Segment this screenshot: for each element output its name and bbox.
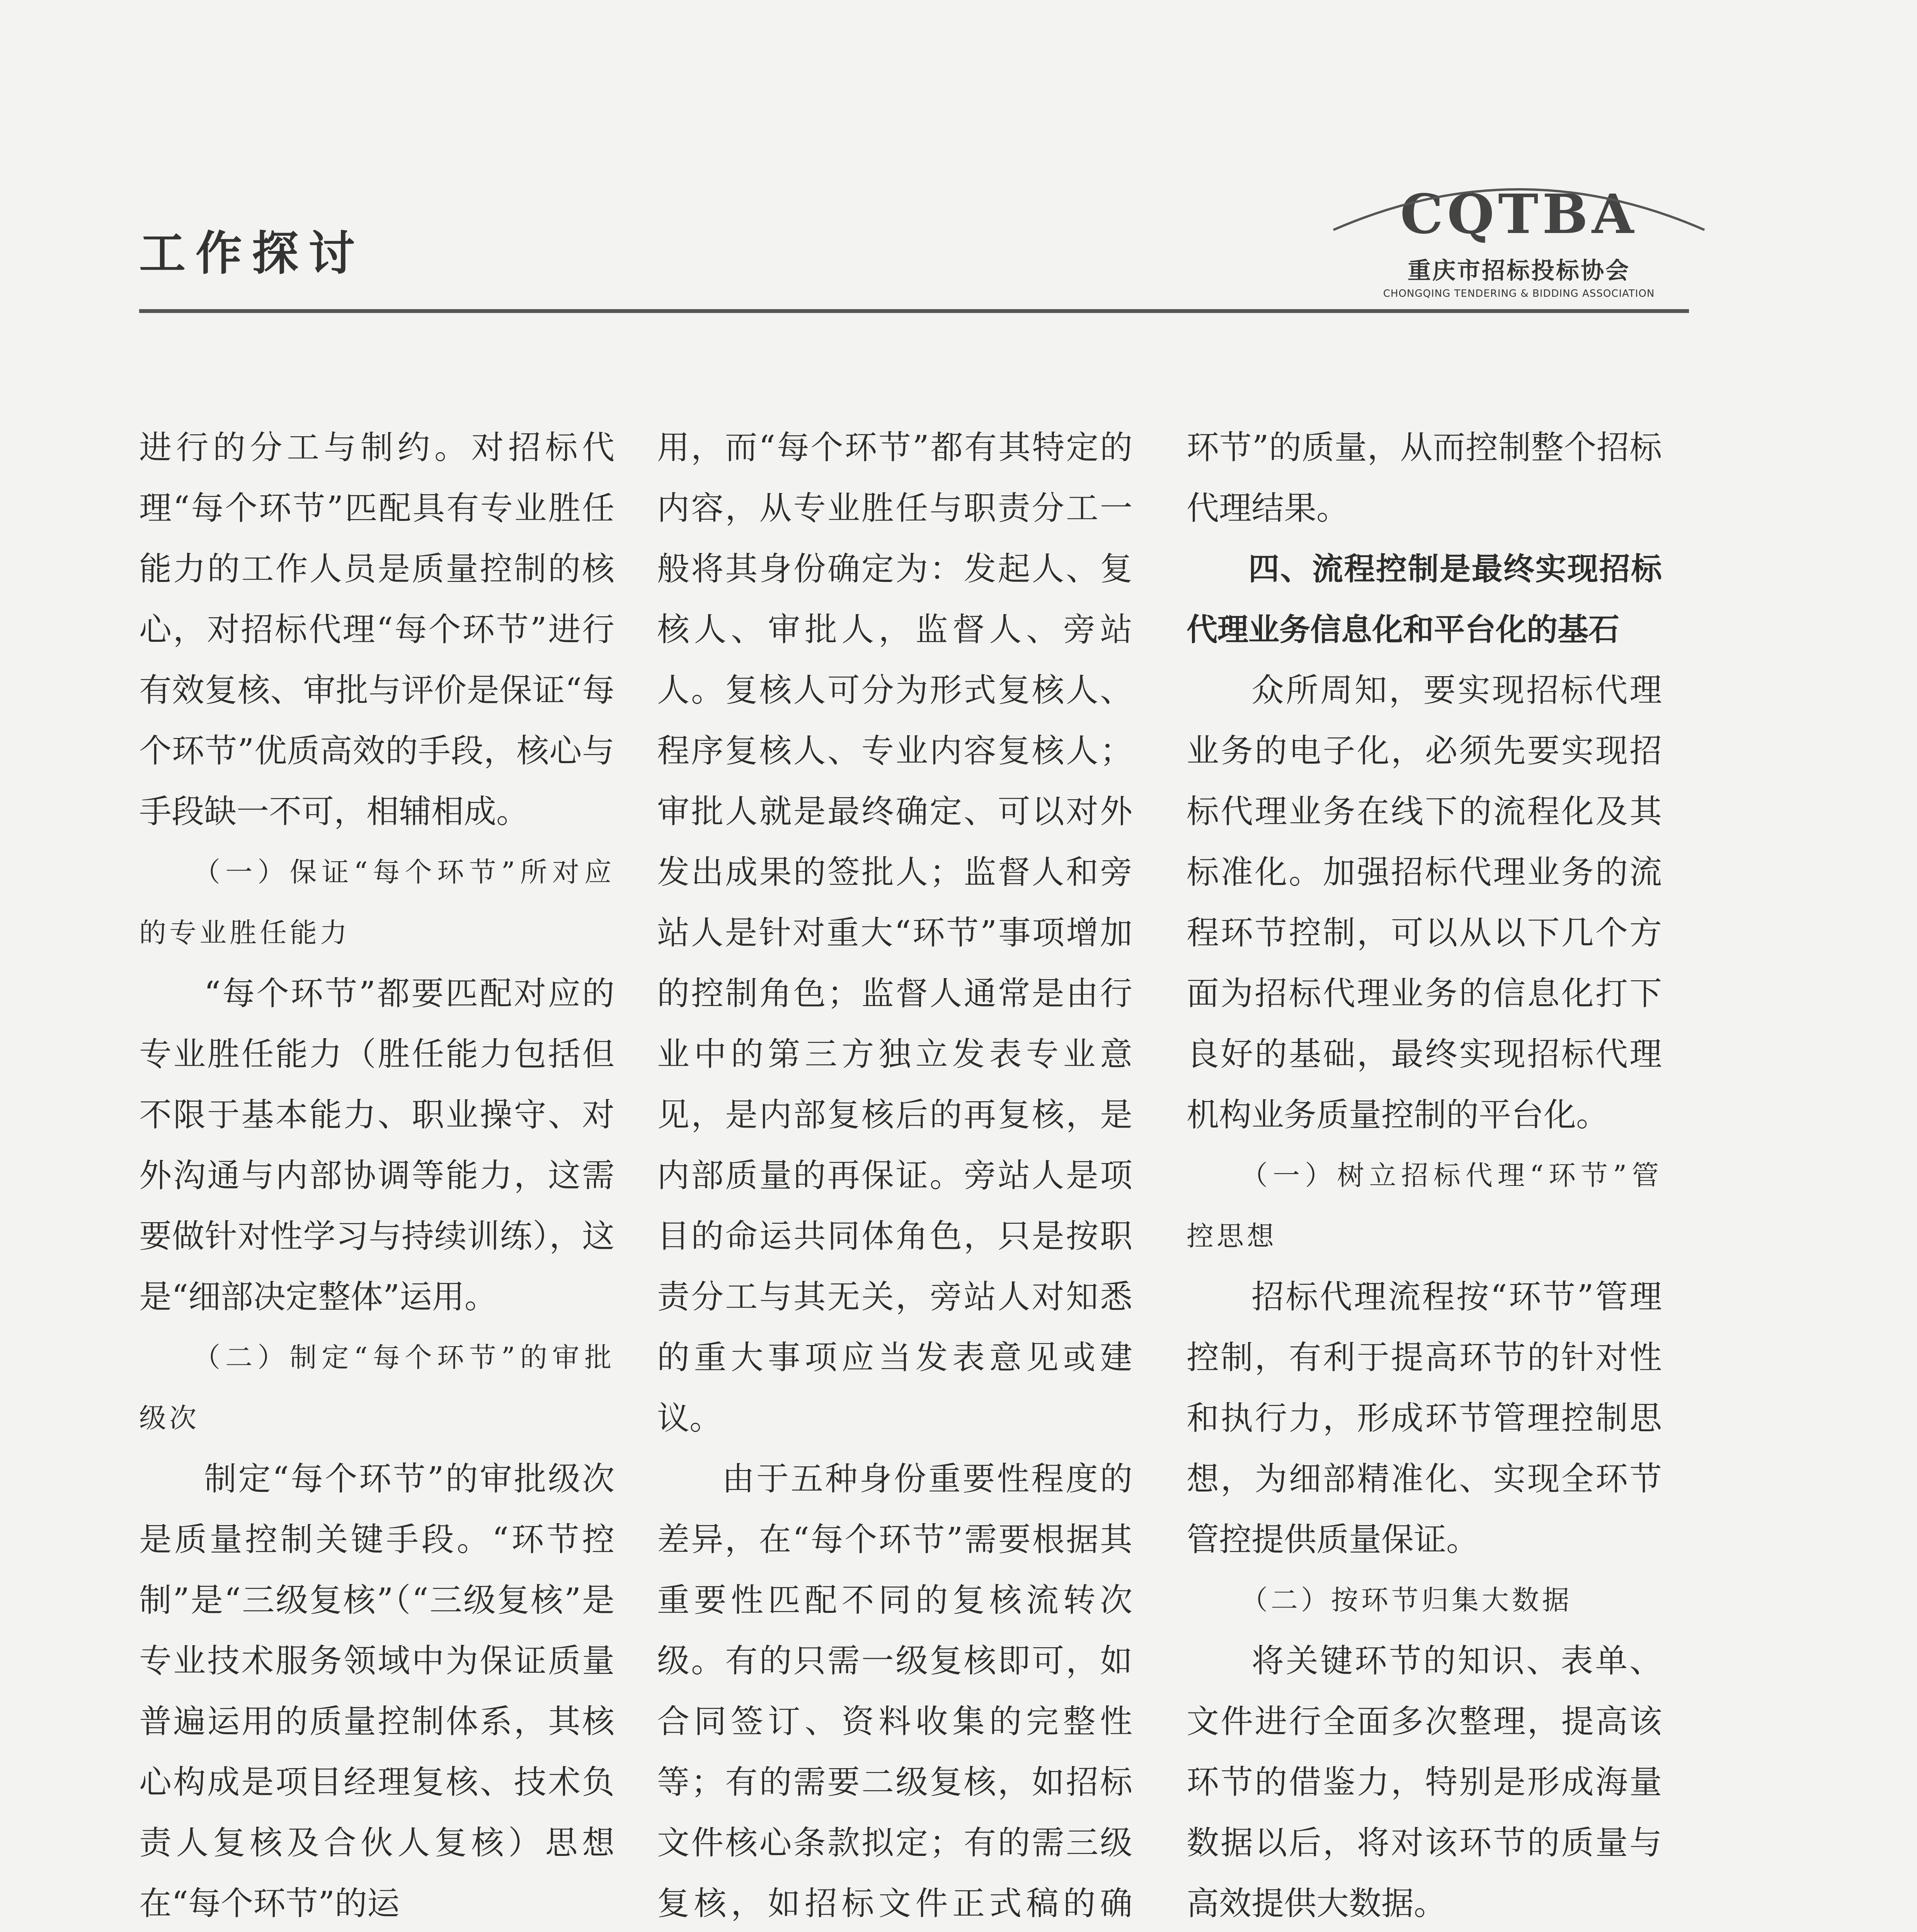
association-logo [1364, 183, 1674, 299]
paragraph: 环节”的质量，从而控制整个招标代理结果。 [1187, 429, 1662, 527]
section-title: 工作探讨 [139, 227, 365, 281]
subheading: （二）制定“每个环节”的审批级次 [139, 1342, 615, 1434]
column-2 [657, 417, 1132, 1932]
paragraph: 将关键环节的知识、表单、文件进行全面多次整理，提高该环节的借鉴力，特别是形成海量数据以后，将对该环节的质量与高效提供大数据。 [1187, 1642, 1662, 1922]
paragraph [846, 1924, 1132, 1932]
paragraph: “每个环节”都要匹配对应的专业胜任能力（胜任能力包括但不限于基本能力、职业操守、对外沟通与内部协调等能力，这需要做针对性学习与持续训练），这是“细部决定整体”运用。 [139, 975, 615, 1316]
logo-arc-icon [1318, 172, 1720, 249]
subheading: （一）树立招标代理“环节”管控思想 [1187, 1160, 1662, 1252]
column-1 [139, 417, 615, 1932]
paragraph: 进行的分工与制约。对招标代理“每个环节”匹配具有专业胜任能力的工作人员是质量控制的核心，对招标代理“每个环节”进行有效复核、审批与评价是保证“每个环节”优质高效的手段，核心与手段缺一不可，相辅相成。 [139, 429, 615, 830]
subheading: （一）保证“每个环节”所对应的专业胜任能力 [139, 856, 615, 949]
paragraph: 众所周知，要实现招标代理业务的电子化，必须先要实现招标代理业务在线下的流程化及其标准化。加强招标代理业务的流程环节控制，可以从以下几个方面为招标代理业务的信息化打下良好的基础，最终实现招标代理机构业务质量控制的平台化。 [1187, 671, 1662, 1134]
section-heading: 四、流程控制是最终实现招标代理业务信息化和平台化的基石 [1187, 551, 1662, 648]
paragraph: 制定“每个环节”的审批级次是质量控制关键手段。“环节控制”是“三级复核”（“三级复核”是专业技术服务领域中为保证质量普遍运用的质量控制体系，其核心构成是项目经理复核、技术负责人复核及合伙人复核）思想在“每个环节”的运 [139, 1460, 615, 1922]
column-3 [1187, 417, 1662, 1932]
column-2-continued [846, 1924, 1132, 1932]
paragraph: 招标代理流程按“环节”管理控制，有利于提高环节的针对性和执行力，形成环节管理控制思想，为细部精准化、实现全环节管控提供质量保证。 [1187, 1278, 1662, 1558]
paragraph: 由于五种身份重要性程度的差异，在“每个环节”需要根据其重要性匹配不同的复核流转次级。有的只需一级复核即可，如合同签订、资料收集的完整性等；有的需要二级复核，如招标文件核心条款拟定；有的需三级复核，如招标文件正式稿的确 [657, 1460, 1132, 1922]
logo-english-name: CHONGQING TENDERING & BIDDING ASSOCIATION [1383, 288, 1655, 299]
logo-chinese-name: 重庆市招标投标协会 [1408, 257, 1630, 284]
logo-text: CQTBA [1400, 183, 1638, 246]
subheading: （二）按环节归集大数据 [1241, 1584, 1572, 1616]
header-rule [139, 309, 1689, 313]
paragraph: 用，而“每个环节”都有其特定的内容，从专业胜任与职责分工一般将其身份确定为：发起人、复核人、审批人，监督人、旁站人。复核人可分为形式复核人、程序复核人、专业内容复核人；审批人就是最终确定、可以对外发出成果的签批人；监督人和旁站人是针对重大“环节”事项增加的控制角色；监督人通常是由行业中的第三方独立发表专业意见，是内部复核后的再复核，是内部质量的再保证。旁站人是项目的命运共同体角色，只是按职责分工与其无关，旁站人对知悉的重大事项应当发表意见或建议。 [657, 429, 1132, 1437]
